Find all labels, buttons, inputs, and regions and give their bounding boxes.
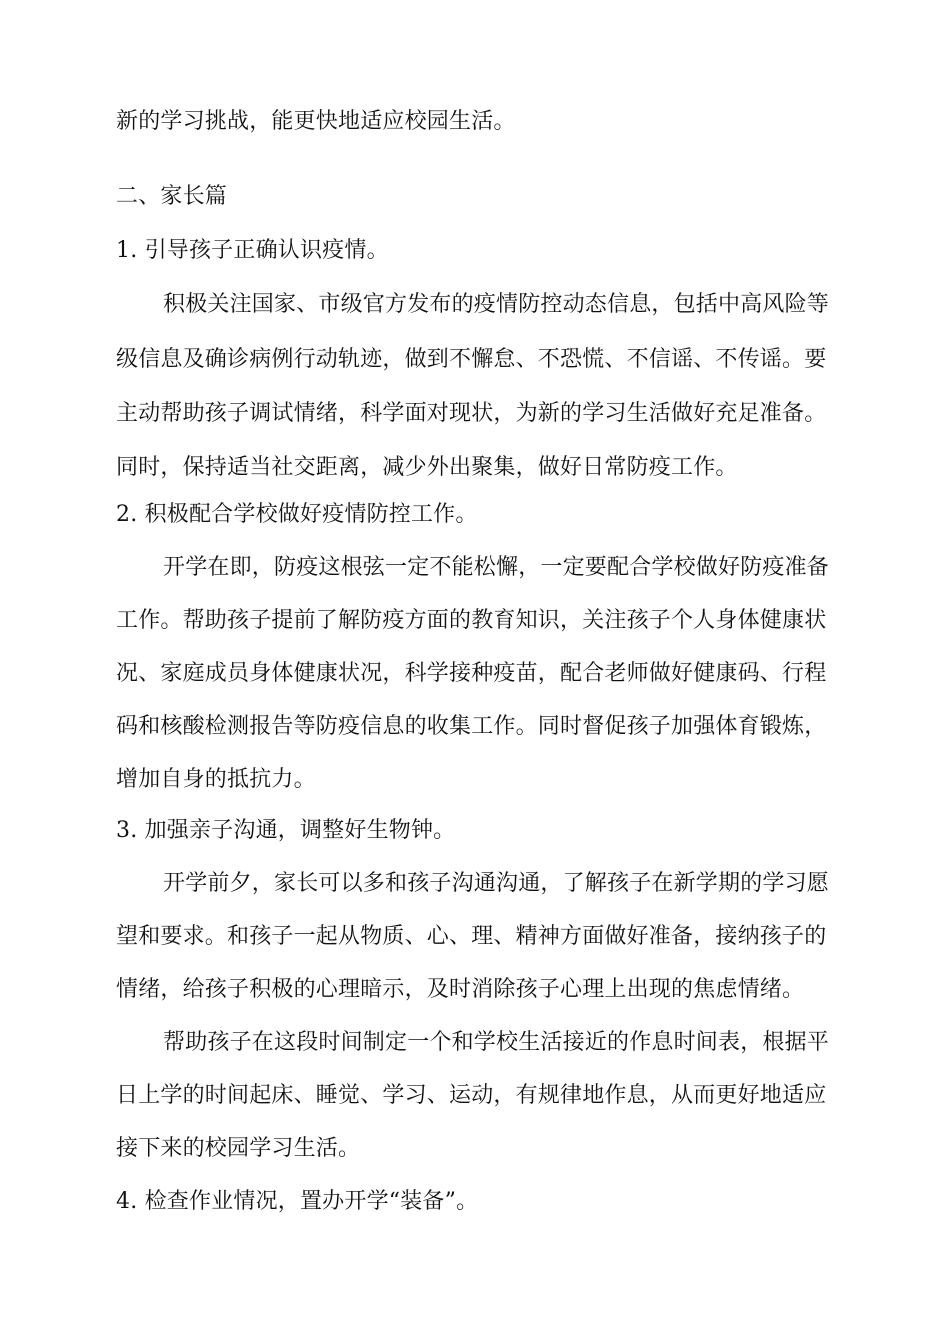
paragraph-line: 级信息及确诊病例行动轨迹，做到不懈怠、不恐慌、不信谣、不传谣。要 xyxy=(116,347,827,372)
item-heading-1: 1. 引导孩子正确认识疫情。 xyxy=(116,238,389,263)
paragraph-line: 增加自身的抵抗力。 xyxy=(116,767,316,792)
paragraph-line: 开学在即，防疫这根弦一定不能松懈，一定要配合学校做好防疫准备 xyxy=(163,555,830,580)
paragraph-line: 新的学习挑战，能更快地适应校园生活。 xyxy=(116,109,516,134)
paragraph-line: 同时，保持适当社交距离，减少外出聚集，做好日常防疫工作。 xyxy=(116,455,738,480)
item-heading-4: 4. 检查作业情况，置办开学“装备”。 xyxy=(116,1189,479,1214)
paragraph-line: 接下来的校园学习生活。 xyxy=(116,1136,361,1161)
section-heading: 二、家长篇 xyxy=(116,184,228,209)
item-heading-3: 3. 加强亲子沟通，调整好生物钟。 xyxy=(116,818,456,843)
paragraph-line: 望和要求。和孩子一起从物质、心、理、精神方面做好准备，接纳孩子的 xyxy=(116,924,827,949)
item-heading-2: 2. 积极配合学校做好疫情防控工作。 xyxy=(116,502,478,527)
paragraph-line: 日上学的时间起床、睡觉、学习、运动，有规律地作息，从而更好地适应 xyxy=(116,1083,827,1108)
paragraph-line: 码和核酸检测报告等防疫信息的收集工作。同时督促孩子加强体育锻炼， xyxy=(116,714,827,739)
paragraph-line: 帮助孩子在这段时间制定一个和学校生活接近的作息时间表，根据平 xyxy=(163,1030,830,1055)
paragraph-line: 况、家庭成员身体健康状况，科学接种疫苗，配合老师做好健康码、行程 xyxy=(116,661,827,686)
paragraph-line: 主动帮助孩子调试情绪，科学面对现状，为新的学习生活做好充足准备。 xyxy=(116,401,827,426)
paragraph-line: 开学前夕，家长可以多和孩子沟通沟通，了解孩子在新学期的学习愿 xyxy=(163,871,830,896)
paragraph-line: 积极关注国家、市级官方发布的疫情防控动态信息，包括中高风险等 xyxy=(163,292,830,317)
paragraph-line: 情绪，给孩子积极的心理暗示，及时消除孩子心理上出现的焦虑情绪。 xyxy=(116,977,805,1002)
paragraph-line: 工作。帮助孩子提前了解防疫方面的教育知识，关注孩子个人身体健康状 xyxy=(116,608,827,633)
